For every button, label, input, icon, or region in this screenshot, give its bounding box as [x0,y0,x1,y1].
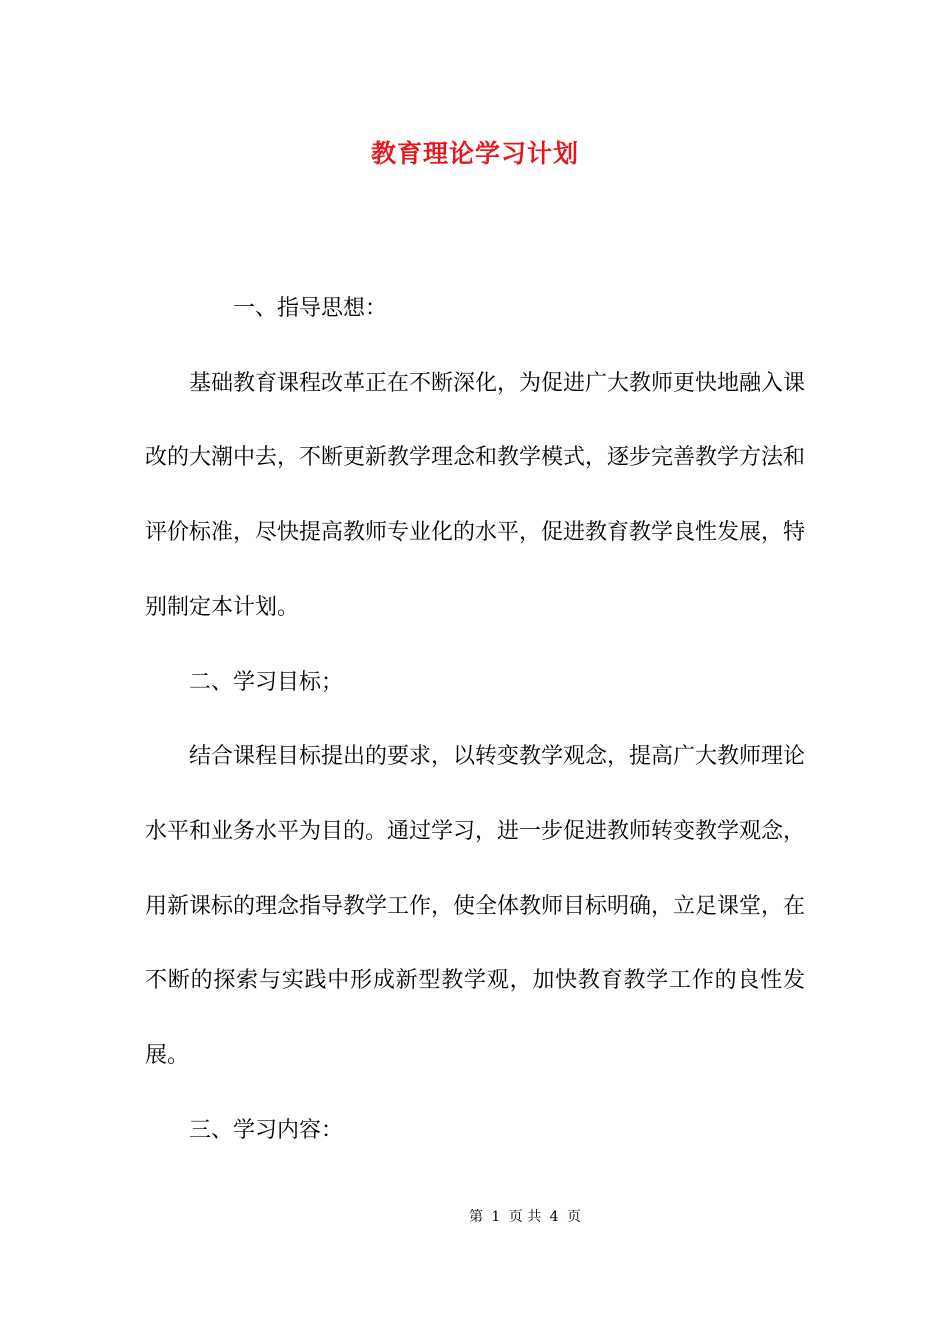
footer-total-pages: 4 [549,1209,559,1225]
paragraph-guiding-ideology: 基础教育课程改革正在不断深化，为促进广大教师更快地融入课改的大潮中去，不断更新教学理念和教学模式，逐步完善教学方法和评价标准，尽快提高教师专业化的水平，促进教育教学良性发展，特别制定本计划。 [145,370,806,620]
document-body [145,272,805,1168]
footer-suffix: 页 [567,1209,582,1225]
footer-current-page: 1 [491,1209,501,1225]
section-heading-learning-content: 三、学习内容： [189,1117,344,1143]
paragraph-learning-goals: 结合课程目标提出的要求，以转变教学观念，提高广大教师理论水平和业务水平为目的。通过学习，进一步促进教师转变教学观念，用新课标的理念指导教学工作，使全体教师目标明确，立足课堂，在不断的探索与实践中形成新型教学观，加快教育教学工作的良性发展。 [145,744,806,1069]
footer-prefix: 第 [468,1209,483,1225]
document-title: 教育理论学习计划 [370,139,579,168]
section-heading-guiding-ideology: 一、指导思想： [233,296,388,321]
footer-mid: 页 共 [508,1209,542,1225]
section-heading-learning-goals: 二、学习目标； [189,669,344,695]
page-footer [0,1206,950,1228]
